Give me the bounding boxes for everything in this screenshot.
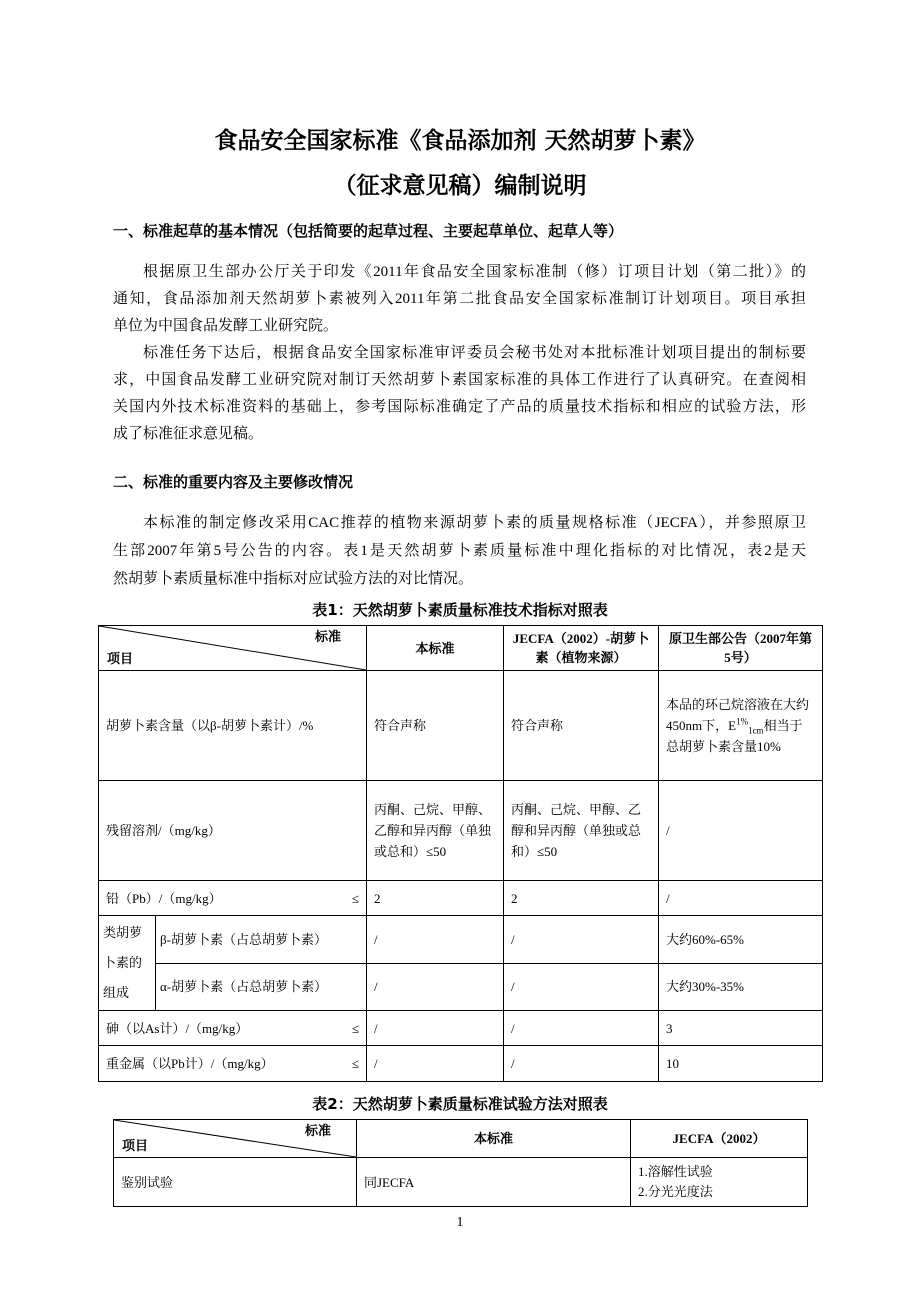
item-label: 重金属（以Pb计）/（mg/kg） — [106, 1056, 274, 1071]
paragraph-line: 然胡萝卜素质量标准中指标对应试验方法的对比情况。 — [113, 571, 474, 587]
diagonal-header-cell — [99, 626, 367, 671]
table-row — [99, 671, 823, 781]
cell-item: β-胡萝卜素（占总胡萝卜素） — [156, 916, 367, 964]
cell: 符合声称 — [504, 671, 659, 781]
cell: 丙酮、己烷、甲醇、乙醇和异丙醇（单独或总和）≤50 — [504, 781, 659, 881]
cell-item: 胡萝卜素含量（以β-胡萝卜素计）/% — [99, 671, 367, 781]
cell-item — [99, 881, 367, 916]
paragraph-line: 生部2007年第5号公告的内容。表1是天然胡萝卜素质量标准中理化指标的对比情况，表2是天 — [113, 543, 806, 559]
table1 — [98, 625, 823, 1082]
superscript: 1% — [736, 716, 749, 727]
paragraph-line: 单位为中国食品发酵工业研究院。 — [113, 318, 339, 334]
table-row — [99, 781, 823, 881]
cell: 符合声称 — [367, 671, 504, 781]
header-jecfa: JECFA（2002）-胡萝卜素（植物来源） — [504, 626, 659, 671]
diagonal-header-cell — [114, 1120, 357, 1158]
table2 — [113, 1119, 808, 1207]
cell: 10 — [659, 1046, 823, 1082]
header-this-standard: 本标准 — [357, 1120, 631, 1158]
cell-item: α-胡萝卜素（占总胡萝卜素） — [156, 963, 367, 1011]
table1-caption: 表1：天然胡萝卜素质量标准技术指标对照表 — [312, 601, 608, 619]
header-standard: 标准 — [304, 1123, 331, 1138]
cell: 3 — [659, 1011, 823, 1046]
cell: / — [367, 916, 504, 964]
header-moh: 原卫生部公告（2007年第5号） — [659, 626, 823, 671]
cell: 丙酮、己烷、甲醇、乙醇和异丙醇（单独或总和）≤50 — [367, 781, 504, 881]
cell-item — [99, 1011, 367, 1046]
cell: / — [504, 916, 659, 964]
item-label: 砷（以As计）/（mg/kg） — [106, 1020, 249, 1036]
subscript: 1cm — [748, 725, 764, 736]
cell — [631, 1158, 808, 1207]
cell: 大约60%-65% — [659, 916, 823, 964]
cell-item — [99, 1046, 367, 1082]
table-row — [99, 1011, 823, 1046]
section1-heading: 一、标准起草的基本情况（包括简要的起草过程、主要起草单位、起草人等） — [113, 222, 624, 240]
table-header-row — [114, 1120, 808, 1158]
cell: 大约30%-35% — [659, 963, 823, 1011]
table-row — [99, 916, 823, 964]
le-symbol: ≤ — [351, 1020, 359, 1036]
cell-item: 残留溶剂/（mg/kg） — [99, 781, 367, 881]
cell: / — [367, 963, 504, 1011]
le-symbol: ≤ — [351, 890, 359, 906]
paragraph-line: 标准任务下达后，根据食品安全国家标准审评委员会秘书处对本批标准计划项目提出的制标要 — [143, 345, 806, 361]
paragraph-line: 成了标准征求意见稿。 — [113, 426, 264, 442]
cell: 2 — [504, 881, 659, 916]
cell: / — [659, 881, 823, 916]
header-item: 项目 — [122, 1138, 149, 1153]
table-header-row — [99, 626, 823, 671]
cell: / — [504, 963, 659, 1011]
paragraph-line: 关国内外技术标准资料的基础上，参考国际标准确定了产品的质量技术指标和相应的试验方法，形 — [113, 399, 806, 415]
cell: / — [367, 1046, 504, 1082]
paragraph-line: 通知，食品添加剂天然胡萝卜素被列入2011年第二批食品安全国家标准制订计划项目。项目承担 — [113, 291, 806, 307]
tables-section — [0, 600, 920, 1231]
table-row — [99, 963, 823, 1011]
cell — [659, 671, 823, 781]
item-label: 铅（Pb）/（mg/kg） — [106, 890, 222, 906]
header-this-standard: 本标准 — [367, 626, 504, 671]
section2-heading: 二、标准的重要内容及主要修改情况 — [113, 473, 354, 491]
cell: / — [367, 1011, 504, 1046]
page-number: 1 — [456, 1215, 464, 1230]
cell: 2 — [367, 881, 504, 916]
cell: 同JECFA — [357, 1158, 631, 1207]
cell-item: 鉴别试验 — [114, 1158, 357, 1207]
header-item: 项目 — [107, 651, 134, 666]
cell: / — [504, 1011, 659, 1046]
table-row — [99, 881, 823, 916]
method-2: 2.分光光度法 — [638, 1184, 713, 1199]
paragraph-line: 本标准的制定修改采用CAC推荐的植物来源胡萝卜素的质量规格标准（JECFA），并参照原卫 — [143, 515, 806, 531]
paragraph-line: 根据原卫生部办公厅关于印发《2011年食品安全国家标准制（修）订项目计划（第二批）》的 — [143, 264, 806, 280]
le-symbol: ≤ — [351, 1056, 359, 1071]
paragraph-line: 求，中国食品发酵工业研究院对制订天然胡萝卜素国家标准的具体工作进行了认真研究。在查阅相 — [113, 372, 806, 388]
doc-title-line2: （征求意见稿）编制说明 — [333, 173, 587, 199]
doc-title-line1: 食品安全国家标准《食品添加剂 天然胡萝卜素》 — [214, 128, 706, 154]
header-jecfa: JECFA（2002） — [631, 1120, 808, 1158]
cell-text: 本品的环己烷溶液在大约450nm下，E — [666, 697, 810, 733]
cell: / — [659, 781, 823, 881]
table-row — [114, 1158, 808, 1207]
header-standard: 标准 — [314, 629, 341, 644]
table2-caption: 表2：天然胡萝卜素质量标准试验方法对照表 — [312, 1095, 608, 1113]
table-row — [99, 1046, 823, 1082]
cell-text: 相当于总胡萝卜素含量10% — [666, 718, 803, 754]
method-1: 1.溶解性试验 — [638, 1164, 713, 1179]
cell: / — [504, 1046, 659, 1082]
cell-group: 类胡萝卜素的组成 — [99, 916, 156, 1011]
